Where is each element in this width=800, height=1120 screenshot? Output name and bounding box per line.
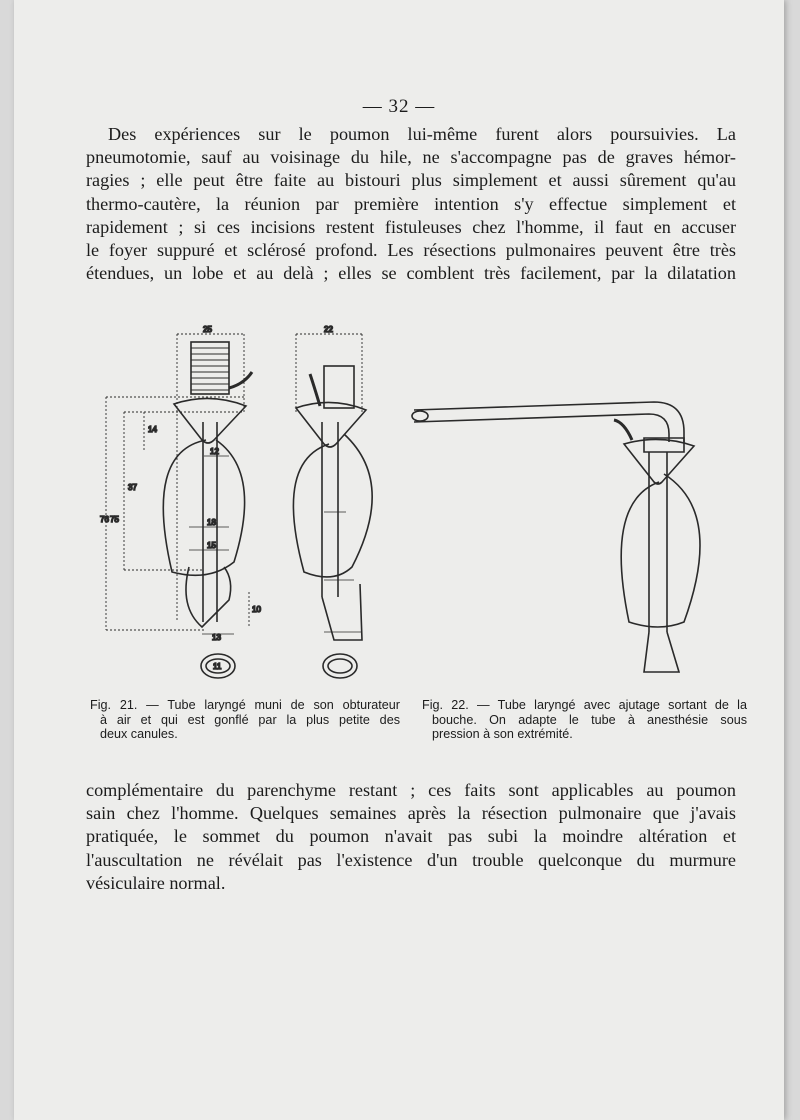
text-line: pratiquée, le sommet du poumon n'avait pas subi la moindre altération et — [86, 826, 736, 847]
text-line: ragies ; elle peut être faite au bistouri plus simplement et aussi sûrement qu'au — [86, 170, 736, 191]
figures-area — [84, 322, 764, 694]
caption-line: bouche. On adapte le tube à anesthésie sous — [432, 712, 747, 727]
text-line: étendues, un lobe et au delà ; elles se comblent très facilement, par la dilatation — [86, 263, 736, 284]
caption-line: Fig. 22. — Tube laryngé avec ajutage sortant de la — [422, 698, 747, 712]
text-line: pneumotomie, sauf au voisinage du hile, ne s'accompagne pas de graves hémor- — [86, 147, 736, 168]
page-number: — 32 — — [362, 96, 436, 117]
dim-label: 13 — [212, 633, 221, 642]
text-line: vésiculaire normal. — [86, 872, 226, 893]
dim-label: 11 — [213, 662, 222, 671]
caption-line: Fig. 21. — Tube laryngé muni de son obturateur — [90, 698, 400, 712]
book-page — [14, 0, 784, 1120]
caption-line: pression à son extrémité. — [432, 727, 573, 742]
text-line: l'auscultation ne révélait pas l'existence d'un trouble quelconque du murmure — [86, 849, 736, 870]
dim-label: 75 — [110, 515, 119, 524]
dim-label: 22 — [324, 325, 333, 334]
dim-label: 25 — [203, 325, 212, 334]
paragraph-top — [86, 123, 736, 285]
fig22-tube — [412, 402, 700, 672]
dim-label: 37 — [128, 483, 137, 492]
text-line: rapidement ; si ces incisions restent fistuleuses chez l'homme, il faut en accuser — [86, 216, 736, 237]
dim-label: 10 — [252, 605, 261, 614]
dim-label: 14 — [148, 425, 157, 434]
laryngeal-tube-illustration — [84, 322, 764, 694]
caption-line: deux canules. — [100, 727, 178, 742]
fig21-tube-a — [106, 334, 252, 678]
text-line: thermo-cautère, la réunion par première intention s'y effectue simplement et — [86, 193, 736, 214]
dim-label: 15 — [207, 541, 216, 550]
dim-label: 12 — [210, 447, 219, 456]
dim-label: 18 — [207, 518, 216, 527]
text-line: complémentaire du parenchyme restant ; ces faits sont applicables au poumon — [86, 780, 736, 800]
text-line: le foyer suppuré et sclérosé profond. Les résections pulmonaires peuvent être très — [86, 240, 736, 261]
figure-22-caption — [422, 698, 747, 742]
dim-label: 76 — [100, 515, 109, 524]
figure-21-caption — [90, 698, 400, 742]
text-line: sain chez l'homme. Quelques semaines après la résection pulmonaire que j'avais — [86, 803, 736, 824]
fig21-tube-b — [293, 334, 372, 678]
caption-line: à air et qui est gonflé par la plus petite des — [100, 712, 400, 727]
text-line: Des expériences sur le poumon lui-même furent alors poursuivies. La — [108, 124, 736, 144]
paragraph-bottom — [86, 779, 736, 895]
